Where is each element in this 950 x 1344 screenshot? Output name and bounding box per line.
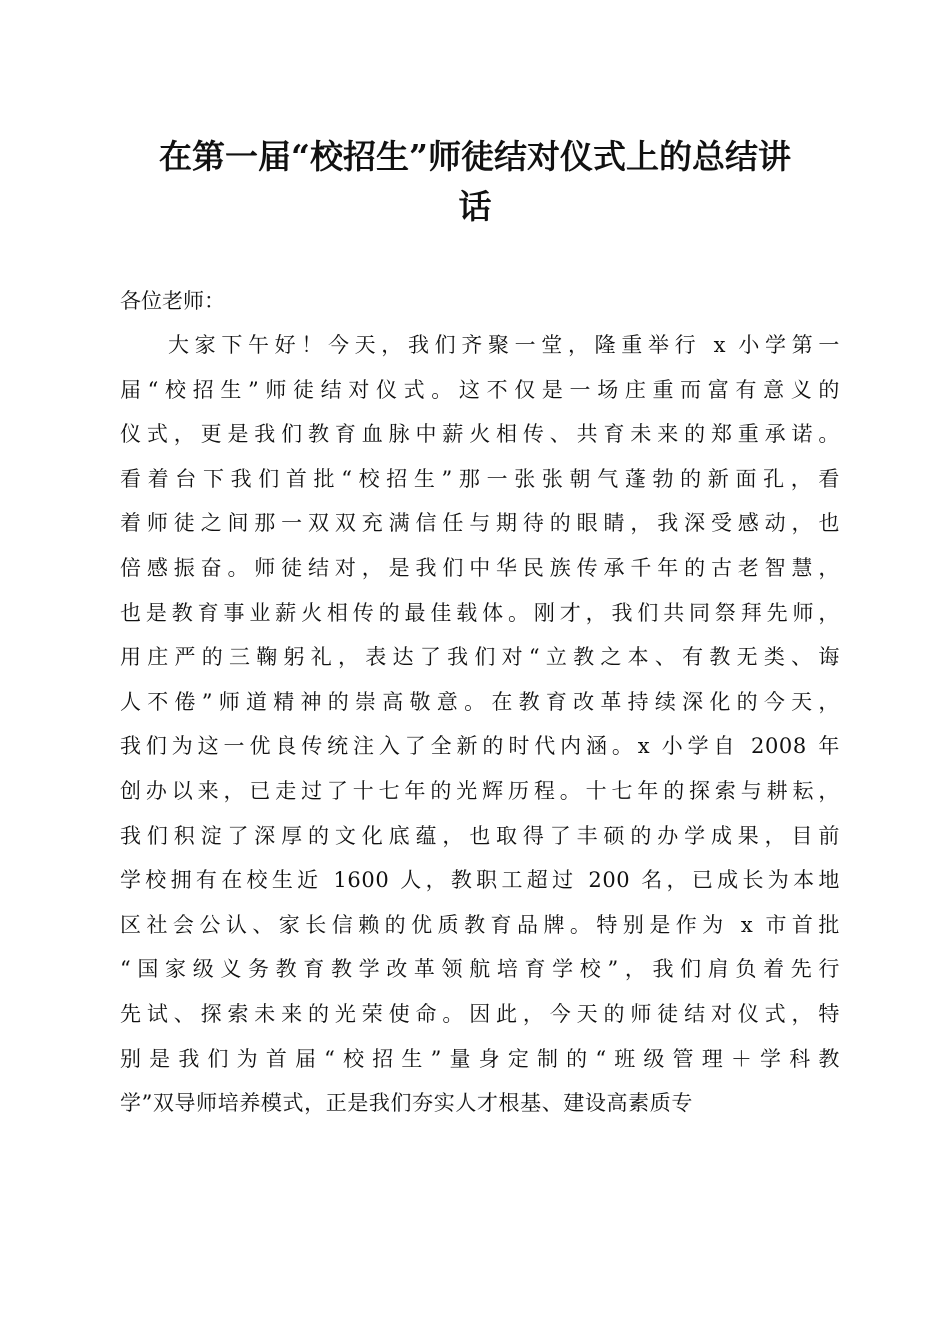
paragraph-line: 我们积淀了深厚的文化底蕴，也取得了丰硕的办学成果，目前: [120, 823, 840, 848]
document-title: [100, 132, 850, 232]
paragraph-line: 先试、探索未来的光荣使命。因此，今天的师徒结对仪式，特: [120, 1001, 840, 1026]
paragraph-line: 学校拥有在校生近 1600 人，教职工超过 200 名，已成长为本地: [120, 868, 840, 893]
paragraph-line: 区社会公认、家长信赖的优质教育品牌。特别是作为 x 市首批: [120, 912, 840, 937]
paragraph-line: 我们为这一优良传统注入了全新的时代内涵。x 小学自 2008 年: [120, 734, 840, 759]
paragraph-line: 仪式，更是我们教育血脉中薪火相传、共育未来的郑重承诺。: [120, 422, 840, 447]
paragraph-line: 创办以来，已走过了十七年的光辉历程。十七年的探索与耕耘，: [120, 778, 840, 803]
paragraph-line: 别是我们为首届“校招生”量身定制的“班级管理＋学科教: [120, 1046, 840, 1071]
title-line: 在第一届“校招生”师徒结对仪式上的总结讲: [159, 137, 791, 176]
paragraph-line: 着师徒之间那一双双充满信任与期待的眼睛，我深受感动，也: [120, 511, 840, 536]
paragraph-line: 也是教育事业薪火相传的最佳载体。刚才，我们共同祭拜先师，: [120, 600, 840, 625]
paragraph-line: 届“校招生”师徒结对仪式。这不仅是一场庄重而富有意义的: [120, 377, 840, 402]
paragraph-line: 看着台下我们首批“校招生”那一张张朝气蓬勃的新面孔，看: [120, 466, 840, 491]
paragraph-line: 用庄严的三鞠躬礼，表达了我们对“立教之本、有教无类、诲: [120, 645, 840, 670]
salutation: 各位老师：: [120, 289, 225, 313]
body-paragraph: [120, 323, 840, 1126]
paragraph-line: 大家下午好！今天，我们齐聚一堂，隆重举行 x 小学第一: [168, 333, 840, 357]
paragraph-line: 人不倦”师道精神的崇高敬意。在教育改革持续深化的今天，: [120, 689, 840, 714]
paragraph-line: 学”双导师培养模式，正是我们夯实人才根基、建设高素质专: [120, 1091, 693, 1116]
paragraph-line: “国家级义务教育教学改革领航培育学校”，我们肩负着先行: [120, 957, 840, 982]
paragraph-line: 倍感振奋。师徒结对，是我们中华民族传承千年的古老智慧，: [120, 555, 840, 580]
title-line: 话: [458, 187, 492, 226]
